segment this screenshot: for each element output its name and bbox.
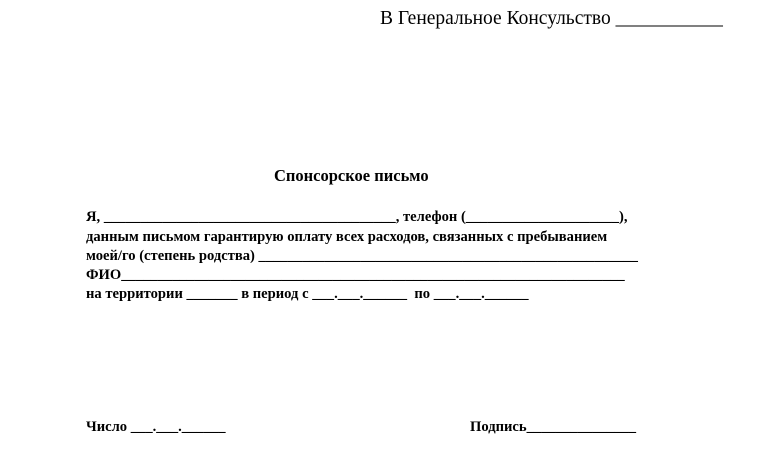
guarantee-statement-line: данным письмом гарантирую оплату всех расходов, связанных с пребыванием bbox=[86, 229, 608, 245]
full-name-line: ФИО_____________________________________________________________________ bbox=[86, 267, 625, 283]
relationship-line: моей/го (степень родства) ____________________________________________________ bbox=[86, 248, 638, 264]
sponsor-name-phone-line: Я, ________________________________________, телефон (_____________________), bbox=[86, 209, 628, 225]
signature-field: Подпись_______________ bbox=[470, 419, 637, 435]
date-field: Число ___.___.______ bbox=[86, 419, 226, 435]
territory-period-line: на территории _______ в период с ___.___.______ по ___.___.______ bbox=[86, 286, 529, 302]
document-title: Спонсорское письмо bbox=[274, 166, 429, 185]
recipient-header: В Генеральное Консульство ___________ bbox=[380, 8, 723, 29]
